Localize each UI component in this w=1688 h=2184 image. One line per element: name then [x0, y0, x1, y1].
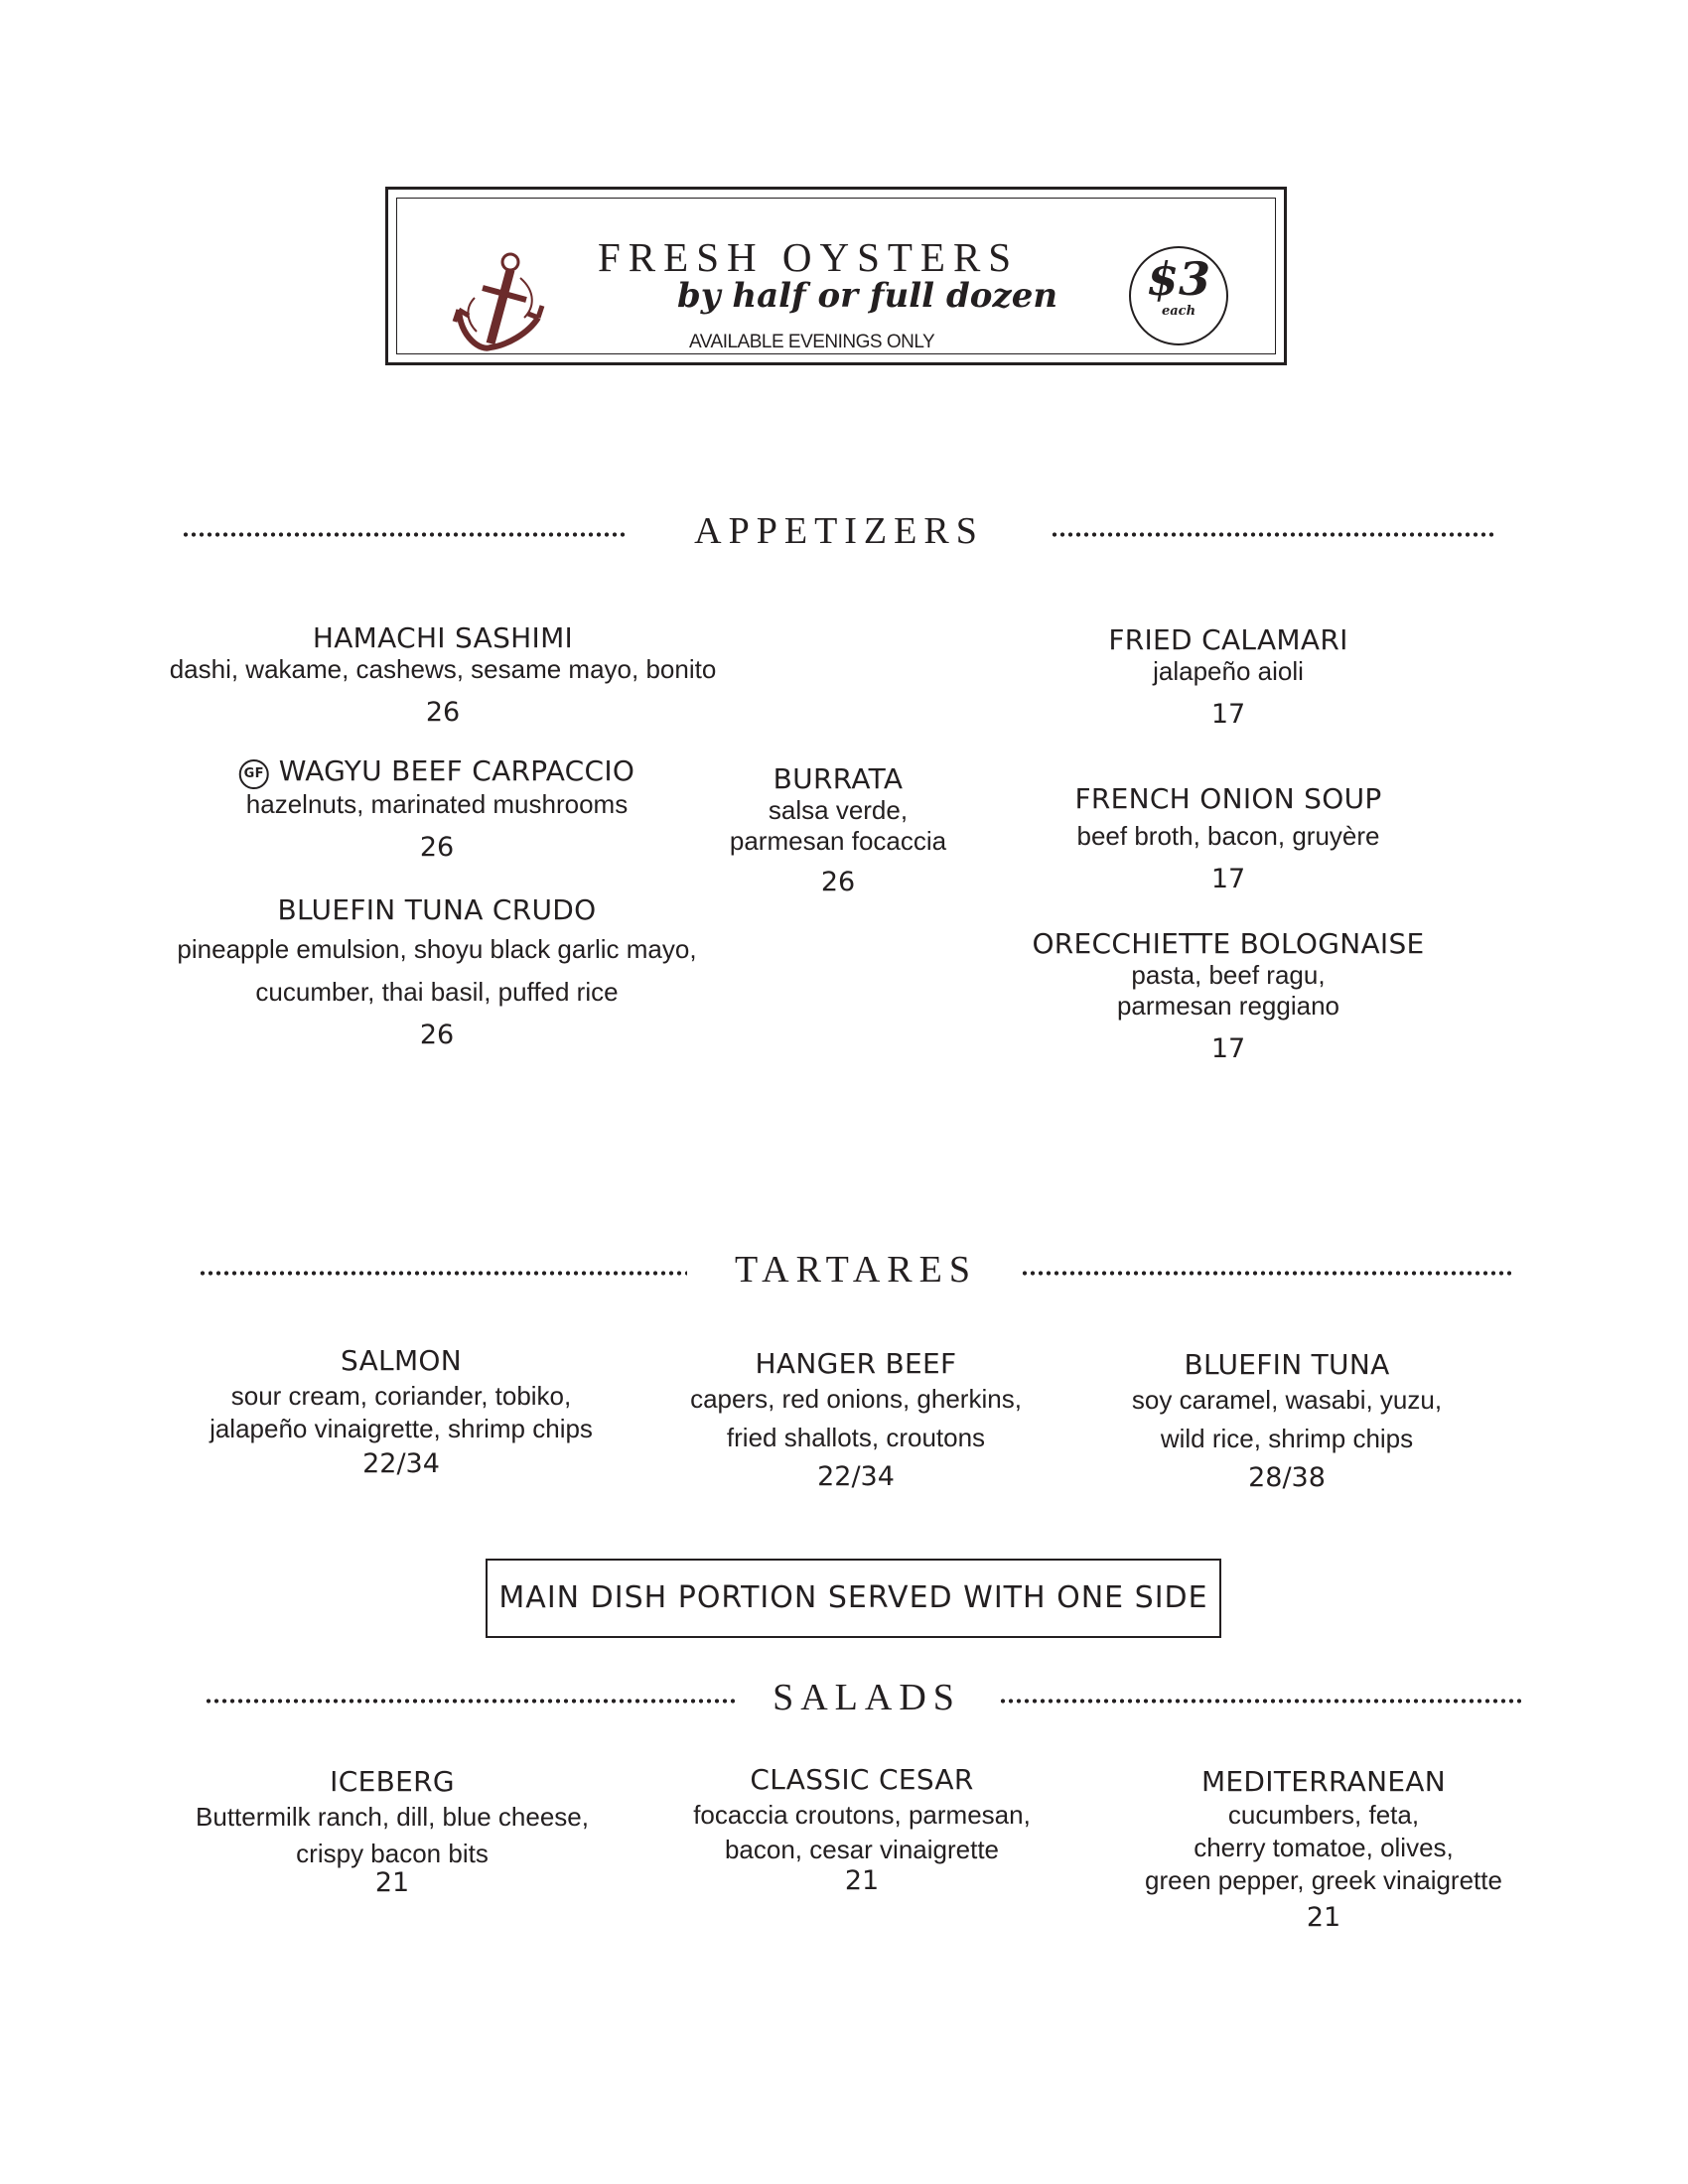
item-name: CLASSIC CESAR [750, 1763, 974, 1796]
item-name: BLUEFIN TUNA CRUDO [277, 893, 597, 926]
main-dish-note: MAIN DISH PORTION SERVED WITH ONE SIDE [486, 1559, 1221, 1638]
item-price: 26 [425, 697, 461, 728]
item-desc: sour cream, coriander, tobiko, [230, 1381, 572, 1411]
divider-dots-left [205, 1699, 735, 1704]
menu-item [1074, 782, 1381, 894]
item-desc: focaccia croutons, parmesan, [693, 1800, 1031, 1830]
oyster-banner-inner-border [396, 198, 1276, 354]
item-price: 26 [820, 867, 856, 897]
item-price: 21 [1306, 1902, 1341, 1933]
item-price: 17 [1210, 699, 1246, 730]
item-name: FRENCH ONION SOUP [1074, 782, 1382, 815]
section-heading-tartares: TARTARES [735, 1249, 977, 1291]
menu-item [196, 1765, 589, 1898]
menu-item [1132, 1348, 1442, 1493]
item-desc: wild rice, shrimp chips [1160, 1424, 1414, 1453]
item-desc: fried shallots, croutons [726, 1423, 986, 1452]
item-price: 22/34 [362, 1448, 440, 1479]
menu-item [730, 762, 946, 897]
item-desc: soy caramel, wasabi, yuzu, [1131, 1385, 1443, 1415]
menu-item [693, 1763, 1031, 1896]
oysters-availability: AVAILABLE EVENINGS ONLY [689, 332, 935, 352]
item-desc: bacon, cesar vinaigrette [724, 1835, 1000, 1864]
item-desc: salsa verde, [768, 795, 909, 825]
item-price: 22/34 [817, 1461, 895, 1492]
item-desc: capers, red onions, gherkins, [690, 1384, 1022, 1414]
divider-dots-right [1051, 532, 1495, 537]
divider-dots-left [199, 1271, 687, 1276]
menu-item [170, 621, 717, 728]
item-desc: parmesan focaccia [729, 826, 947, 856]
item-name-row [239, 754, 635, 789]
item-desc: cucumbers, feta, [1227, 1800, 1420, 1830]
item-desc: pasta, beef ragu, [1131, 960, 1326, 990]
menu-item [1145, 1765, 1502, 1933]
gluten-free-icon: GF [239, 759, 269, 789]
item-name: MEDITERRANEAN [1200, 1765, 1447, 1798]
item-name: HANGER BEEF [755, 1347, 957, 1380]
item-name: FRIED CALAMARI [1108, 623, 1348, 656]
item-desc: pineapple emulsion, shoyu black garlic mayo, [177, 934, 697, 964]
menu-item [1108, 623, 1347, 730]
item-desc: dashi, wakame, cashews, sesame mayo, bonito [169, 654, 717, 684]
item-name: BURRATA [773, 762, 904, 795]
item-desc: hazelnuts, marinated mushrooms [245, 789, 629, 819]
item-name: BLUEFIN TUNA [1184, 1348, 1390, 1381]
item-desc: Buttermilk ranch, dill, blue cheese, [196, 1802, 589, 1832]
menu-item [210, 1344, 593, 1479]
item-desc: cucumber, thai basil, puffed rice [255, 977, 619, 1007]
item-name: WAGYU BEEF CARPACCIO [278, 754, 635, 787]
item-desc: crispy bacon bits [296, 1839, 489, 1868]
item-desc: cherry tomatoe, olives, [1194, 1833, 1454, 1862]
divider-dots-right [999, 1699, 1521, 1704]
divider-dots-left [182, 532, 627, 537]
oysters-price-badge [1129, 246, 1228, 345]
item-desc: green pepper, greek vinaigrette [1145, 1865, 1502, 1895]
item-price: 28/38 [1248, 1462, 1326, 1493]
item-desc: jalapeño aioli [1153, 656, 1304, 686]
divider-dots-right [1021, 1271, 1511, 1276]
oyster-banner [385, 187, 1287, 365]
item-name: ICEBERG [330, 1765, 455, 1798]
item-price: 17 [1210, 864, 1246, 894]
item-price: 21 [844, 1865, 880, 1896]
item-price: 26 [419, 832, 455, 863]
oysters-price-unit: each [1161, 304, 1196, 319]
section-heading-salads: SALADS [773, 1677, 961, 1718]
item-name: ORECCHIETTE BOLOGNAISE [1032, 927, 1425, 960]
section-heading-appetizers: APPETIZERS [694, 510, 984, 552]
item-name: HAMACHI SASHIMI [312, 621, 574, 654]
item-desc: beef broth, bacon, gruyère [1076, 821, 1380, 851]
item-desc: jalapeño vinaigrette, shrimp chips [210, 1414, 593, 1443]
item-desc: parmesan reggiano [1116, 991, 1340, 1021]
oysters-price: $3 [1146, 252, 1210, 306]
item-price: 21 [374, 1867, 410, 1898]
menu-item [1032, 927, 1424, 1064]
menu-item [239, 754, 635, 863]
item-price: 26 [419, 1020, 455, 1050]
menu-item [690, 1347, 1022, 1492]
item-price: 17 [1210, 1033, 1246, 1064]
anchor-icon [451, 248, 546, 359]
menu-item [177, 893, 696, 1050]
oysters-subtitle: by half or full dozen [677, 276, 1058, 316]
item-name: SALMON [341, 1344, 462, 1377]
oysters-title: FRESH OYSTERS [598, 234, 1020, 280]
